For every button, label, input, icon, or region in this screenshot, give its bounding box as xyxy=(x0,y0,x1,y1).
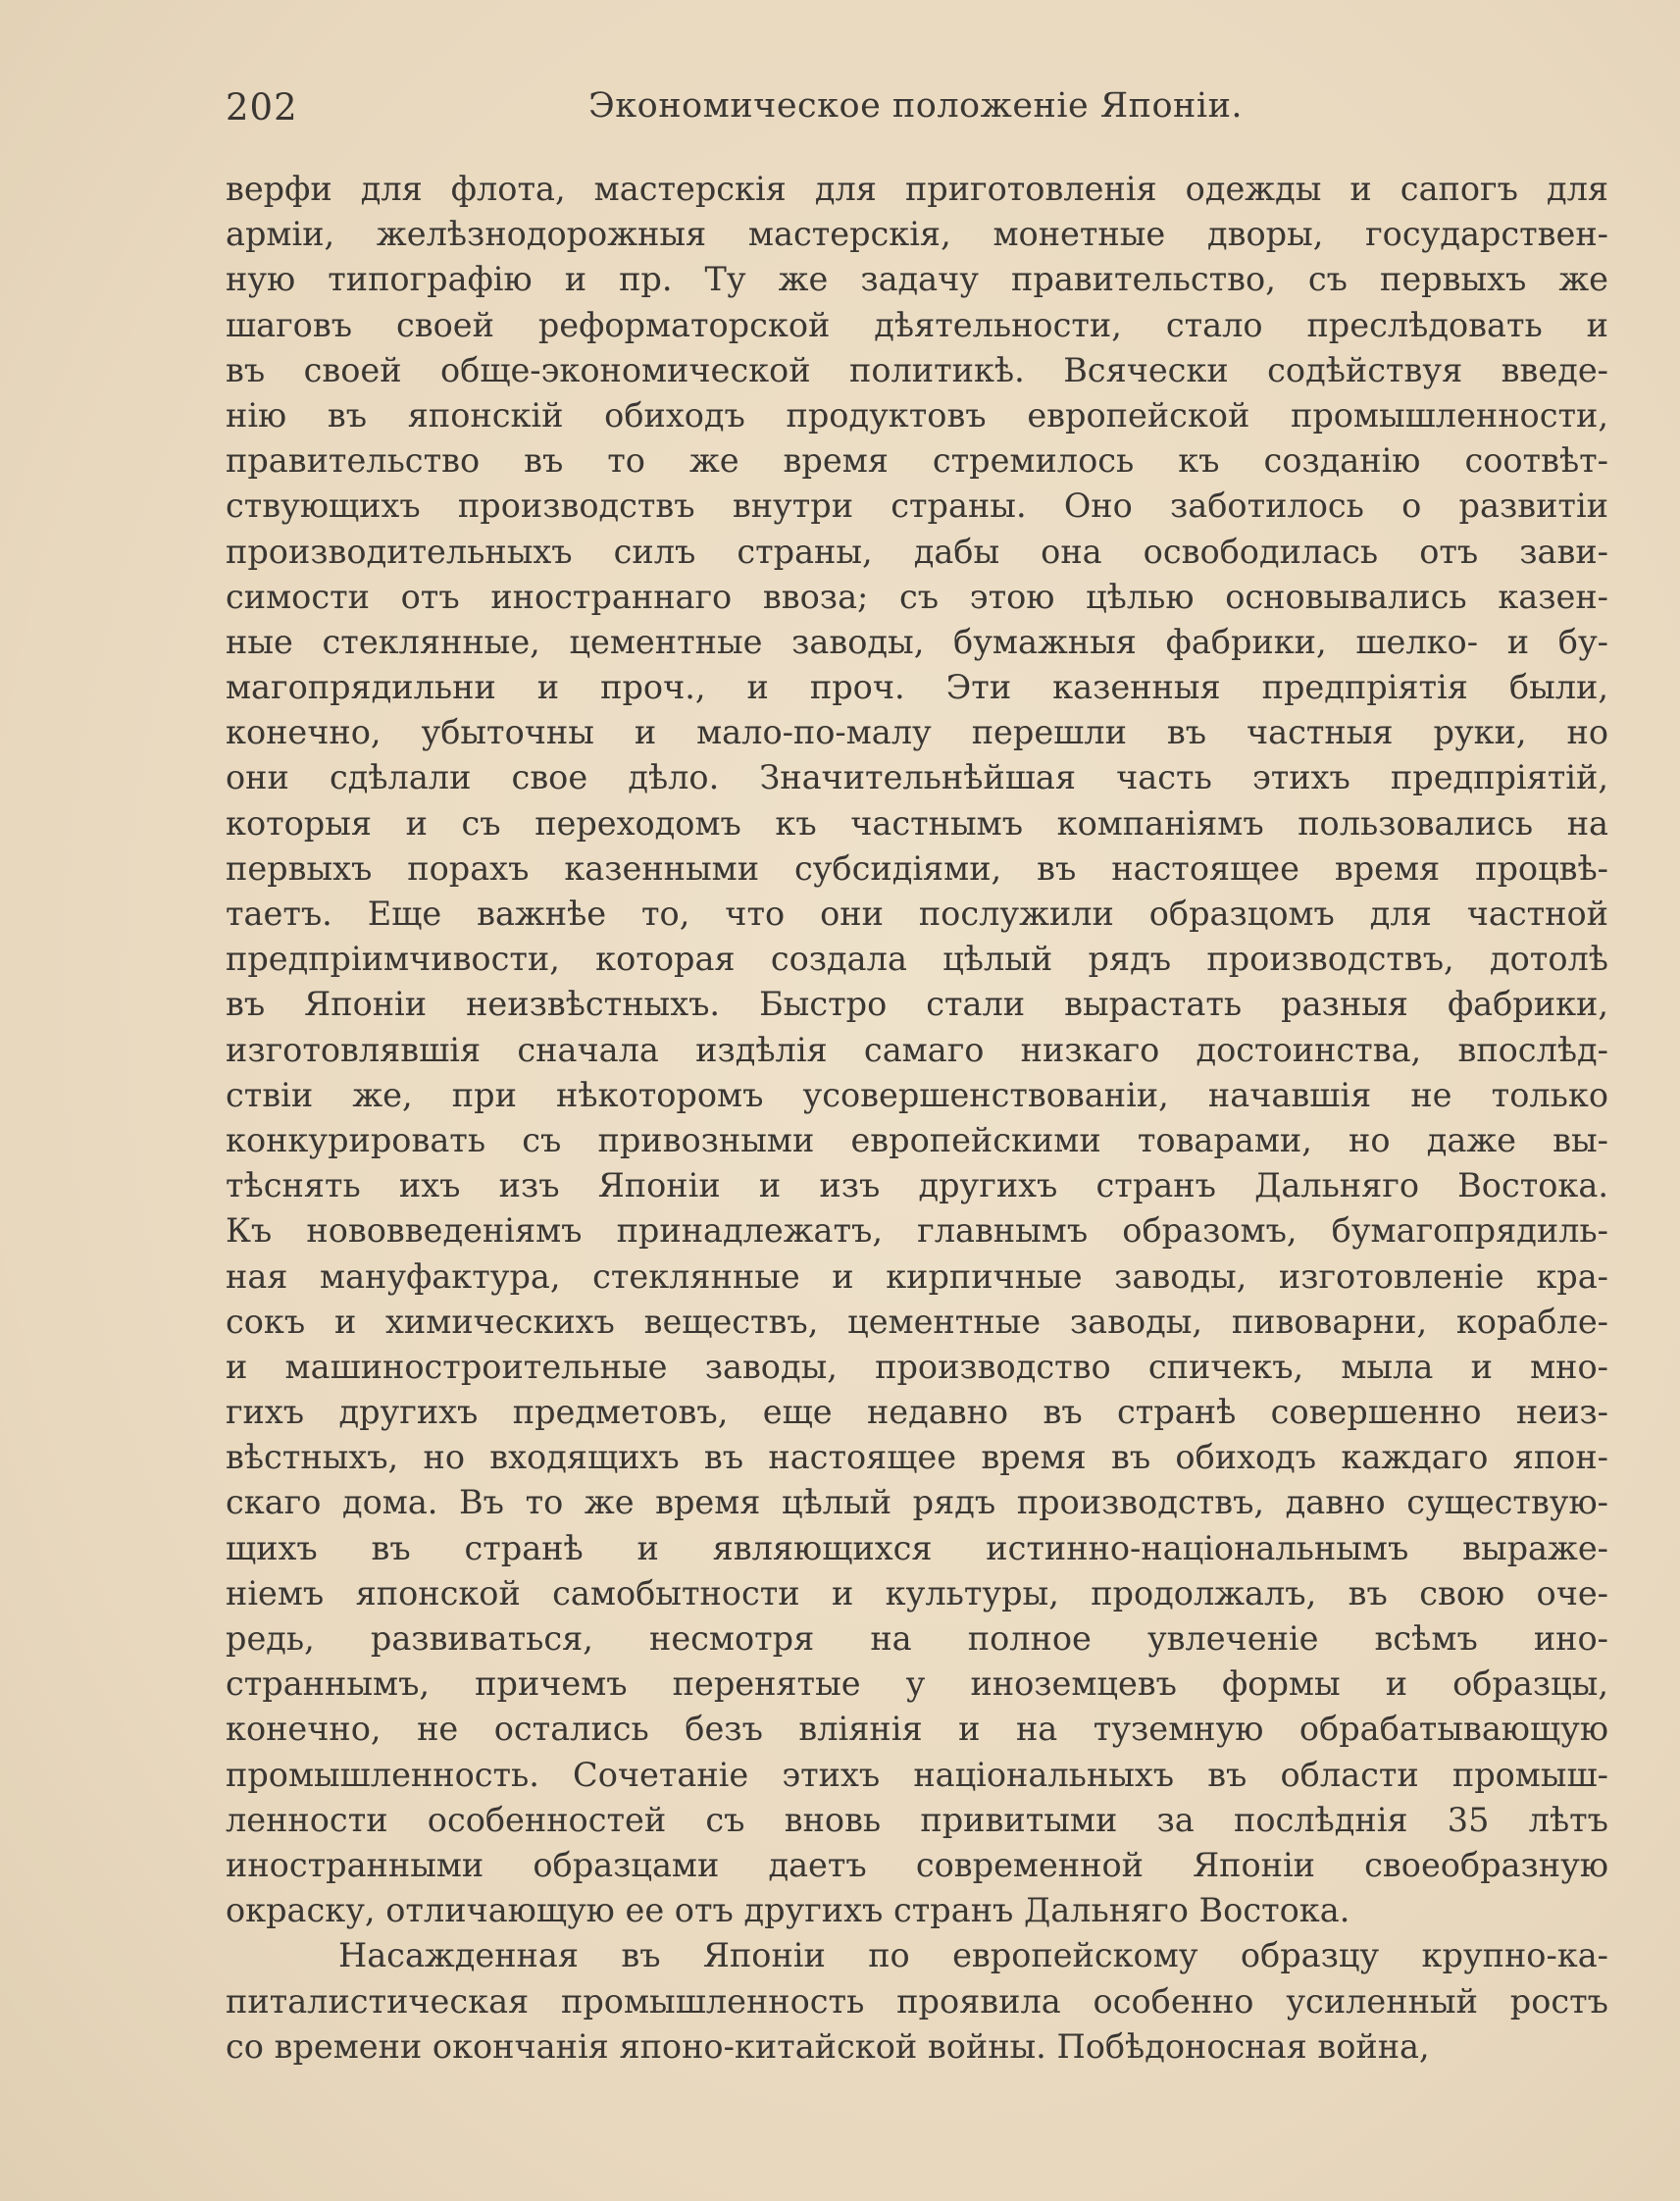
text-line: Насажденная въ Японіи по европейскому образцу крупно-ка- xyxy=(338,1936,1608,1975)
text-line: иностранными образцами даетъ современной Японіи своеобразную xyxy=(226,1845,1608,1884)
text-line: которыя и съ переходомъ къ частнымъ компаніямъ пользовались на xyxy=(226,803,1608,843)
text-line: Къ нововведеніямъ принадлежатъ, главнымъ образомъ, бумагопрядиль- xyxy=(226,1211,1608,1251)
text-line: первыхъ порахъ казенными субсидіями, въ настоящее время процвѣ- xyxy=(226,848,1608,888)
text-line: питалистическая промышленность проявила особенно усиленный ростъ xyxy=(226,1981,1608,2021)
text-line: шаговъ своей реформаторской дѣятельности, стало преслѣдовать и xyxy=(226,305,1608,344)
page-header xyxy=(226,86,1608,145)
text-line: со времени окончанія японо-китайской войны. Побѣдоносная война, xyxy=(226,2026,1430,2066)
paragraph xyxy=(226,1933,1608,2070)
text-line: и машиностроительные заводы, производство спичекъ, мыла и мно- xyxy=(226,1347,1608,1386)
text-line: щихъ въ странѣ и являющихся истинно-національнымъ выраже- xyxy=(226,1528,1608,1567)
text-line: въ Японіи неизвѣстныхъ. Быстро стали вырастать разныя фабрики, xyxy=(226,985,1608,1024)
paragraph xyxy=(226,167,1608,1933)
text-line: въ своей обще-экономической политикѣ. Всячески содѣйствуя введе- xyxy=(226,350,1608,389)
text-line: промышленность. Сочетаніе этихъ національныхъ въ области промыш- xyxy=(226,1755,1608,1794)
text-line: тѣснять ихъ изъ Японіи и изъ другихъ странъ Дальняго Востока. xyxy=(226,1166,1608,1205)
text-line: таетъ. Еще важнѣе то, что они послужили образцомъ для частной xyxy=(226,895,1608,933)
text-line: нію въ японскій обиходъ продуктовъ европейской промышленности, xyxy=(226,395,1608,435)
text-line: ленности особенностей съ вновь привитыми за послѣднія 35 лѣтъ xyxy=(226,1800,1608,1839)
text-line: редь, развиваться, несмотря на полное увлеченіе всѣмъ ино- xyxy=(226,1619,1608,1658)
text-line: конечно, убыточны и мало-по-малу перешли въ частныя руки, но xyxy=(226,713,1608,752)
text-line: ная мануфактура, стеклянные и кирпичные заводы, изготовленіе кра- xyxy=(226,1256,1608,1296)
text-line: изготовлявшія сначала издѣлія самаго низкаго достоинства, впослѣд- xyxy=(226,1030,1608,1069)
text-line: ную типографію и пр. Ту же задачу правительство, съ первыхъ же xyxy=(226,260,1608,299)
text-line: правительство въ то же время стремилось къ созданію соотвѣт- xyxy=(226,441,1608,481)
text-line: они сдѣлали свое дѣло. Значительнѣйшая часть этихъ предпріятій, xyxy=(226,758,1608,797)
text-line: конкурировать съ привозными европейскими товарами, но даже вы- xyxy=(226,1120,1608,1159)
text-line: ствіи же, при нѣкоторомъ усовершенствованіи, начавшія не только xyxy=(226,1075,1608,1114)
text-line: верфи для флота, мастерскія для приготовленія одежды и сапогъ для xyxy=(226,170,1608,208)
text-line: скаго дома. Въ то же время цѣлый рядъ производствъ, давно существую- xyxy=(226,1483,1608,1522)
text-line: ствующихъ производствъ внутри страны. Оно заботилось о развитіи xyxy=(226,486,1608,526)
running-title: Экономическое положеніе Японіи. xyxy=(588,86,1244,126)
text-line: предпріимчивости, которая создала цѣлый рядъ производствъ, дотолѣ xyxy=(226,940,1608,979)
body-text xyxy=(226,167,1608,2070)
text-line: производительныхъ силъ страны, дабы она освободилась отъ зави- xyxy=(226,532,1608,571)
text-line: конечно, не остались безъ вліянія и на туземную обрабатывающую xyxy=(226,1710,1608,1749)
text-line: гихъ другихъ предметовъ, еще недавно въ странѣ совершенно неиз- xyxy=(226,1393,1608,1432)
text-line: арміи, желѣзнодорожныя мастерскія, монетные дворы, государствен- xyxy=(226,215,1608,254)
page-number: 202 xyxy=(226,86,298,128)
text-line: сокъ и химическихъ веществъ, цементные заводы, пивоварни, корабле- xyxy=(226,1302,1608,1341)
text-line: вѣстныхъ, но входящихъ въ настоящее время въ обиходъ каждаго япон- xyxy=(226,1438,1608,1477)
text-line: магопрядильни и проч., и проч. Эти казенныя предпріятія были, xyxy=(226,668,1608,707)
text-line: окраску, отличающую ее отъ другихъ странъ Дальняго Востока. xyxy=(226,1891,1350,1930)
text-line: страннымъ, причемъ перенятые у иноземцевъ формы и образцы, xyxy=(226,1664,1608,1704)
paragraph-container xyxy=(226,167,1608,2070)
text-line: ніемъ японской самобытности и культуры, продолжалъ, въ свою оче- xyxy=(226,1573,1608,1612)
text-line: симости отъ иностраннаго ввоза; съ этою цѣлью основывались казен- xyxy=(226,577,1608,616)
text-line: ные стеклянные, цементные заводы, бумажныя фабрики, шелко- и бу- xyxy=(226,622,1608,661)
